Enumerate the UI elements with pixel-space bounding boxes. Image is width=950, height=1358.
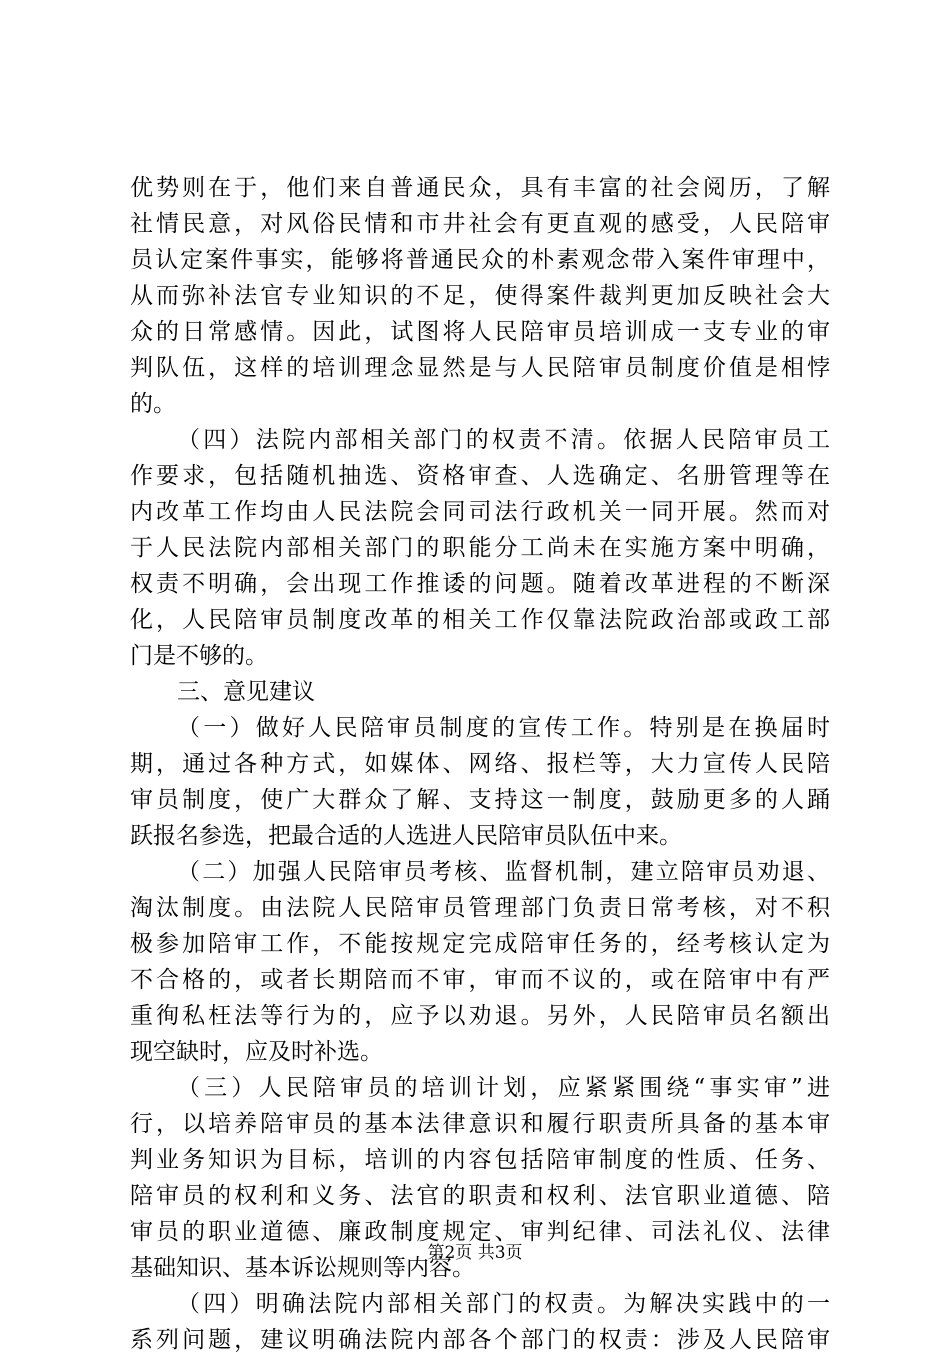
document-body bbox=[130, 170, 830, 1358]
text-line: 门是不够的。 bbox=[130, 643, 268, 669]
paragraph bbox=[130, 1286, 830, 1358]
page-number-label: 第2页 共3页 bbox=[427, 1243, 523, 1263]
text-line: （四）明确法院内部相关部门的权责。为解决实践中的一 bbox=[177, 1291, 830, 1317]
page-footer bbox=[0, 1241, 950, 1265]
text-line: 权责不明确，会出现工作推诿的问题。随着改革进程的不断深 bbox=[130, 571, 830, 597]
text-line: 不合格的，或者长期陪而不审，审而不议的，或在陪审中有严 bbox=[130, 967, 830, 993]
text-line: 从而弥补法官专业知识的不足，使得案件裁判更加反映社会大 bbox=[130, 283, 830, 309]
text-line: 系列问题，建议明确法院内部各个部门的权责：涉及人民陪审 bbox=[130, 1327, 830, 1353]
text-line: 极参加陪审工作，不能按规定完成陪审任务的，经考核认定为 bbox=[130, 931, 830, 957]
text-line: 的。 bbox=[130, 391, 176, 417]
paragraph bbox=[130, 854, 830, 1070]
text-line: 优势则在于，他们来自普通民众，具有丰富的社会阅历，了解 bbox=[130, 175, 830, 201]
text-line: 淘汰制度。由法院人民陪审员管理部门负责日常考核，对不积 bbox=[130, 895, 830, 921]
text-line: 判队伍，这样的培训理念显然是与人民陪审员制度价值是相悖 bbox=[130, 355, 830, 381]
paragraph bbox=[130, 170, 830, 422]
paragraph bbox=[130, 674, 830, 710]
text-line: 员认定案件事实，能够将普通民众的朴素观念带入案件审理中， bbox=[130, 247, 830, 273]
paragraph bbox=[130, 422, 830, 674]
text-line: 化，人民陪审员制度改革的相关工作仅靠法院政治部或政工部 bbox=[130, 607, 830, 633]
text-line: 重徇私枉法等行为的，应予以劝退。另外，人民陪审员名额出 bbox=[130, 1003, 830, 1029]
text-line: 陪审员的权利和义务、法官的职责和权利、法官职业道德、陪 bbox=[130, 1183, 830, 1209]
text-line: 基础知识、基本诉讼规则等内容。 bbox=[130, 1255, 475, 1281]
text-line: 众的日常感情。因此，试图将人民陪审员培训成一支专业的审 bbox=[130, 319, 830, 345]
text-line: 期，通过各种方式，如媒体、网络、报栏等，大力宣传人民陪 bbox=[130, 751, 830, 777]
text-line: （四）法院内部相关部门的权责不清。依据人民陪审员工 bbox=[177, 427, 830, 453]
text-line: 跃报名参选，把最合适的人选进人民陪审员队伍中来。 bbox=[130, 823, 682, 849]
text-line: （三）人民陪审员的培训计划，应紧紧围绕“事实审”进 bbox=[177, 1075, 830, 1101]
text-line: 内改革工作均由人民法院会同司法行政机关一同开展。然而对 bbox=[130, 499, 830, 525]
text-line: 判业务知识为目标，培训的内容包括陪审制度的性质、任务、 bbox=[130, 1147, 830, 1173]
text-line: 于人民法院内部相关部门的职能分工尚未在实施方案中明确， bbox=[130, 535, 830, 561]
text-line: 社情民意，对风俗民情和市井社会有更直观的感受，人民陪审 bbox=[130, 211, 830, 237]
text-line: 现空缺时，应及时补选。 bbox=[130, 1039, 383, 1065]
text-line: （二）加强人民陪审员考核、监督机制，建立陪审员劝退、 bbox=[177, 859, 830, 885]
text-line: 审员制度，使广大群众了解、支持这一制度，鼓励更多的人踊 bbox=[130, 787, 830, 813]
text-line: 审员的职业道德、廉政制度规定、审判纪律、司法礼仪、法律 bbox=[130, 1219, 830, 1245]
text-line: 行，以培养陪审员的基本法律意识和履行职责所具备的基本审 bbox=[130, 1111, 830, 1137]
text-line: （一）做好人民陪审员制度的宣传工作。特别是在换届时 bbox=[177, 715, 830, 741]
text-line: 作要求，包括随机抽选、资格审查、人选确定、名册管理等在 bbox=[130, 463, 830, 489]
text-line: 三、意见建议 bbox=[177, 679, 315, 705]
paragraph bbox=[130, 710, 830, 854]
